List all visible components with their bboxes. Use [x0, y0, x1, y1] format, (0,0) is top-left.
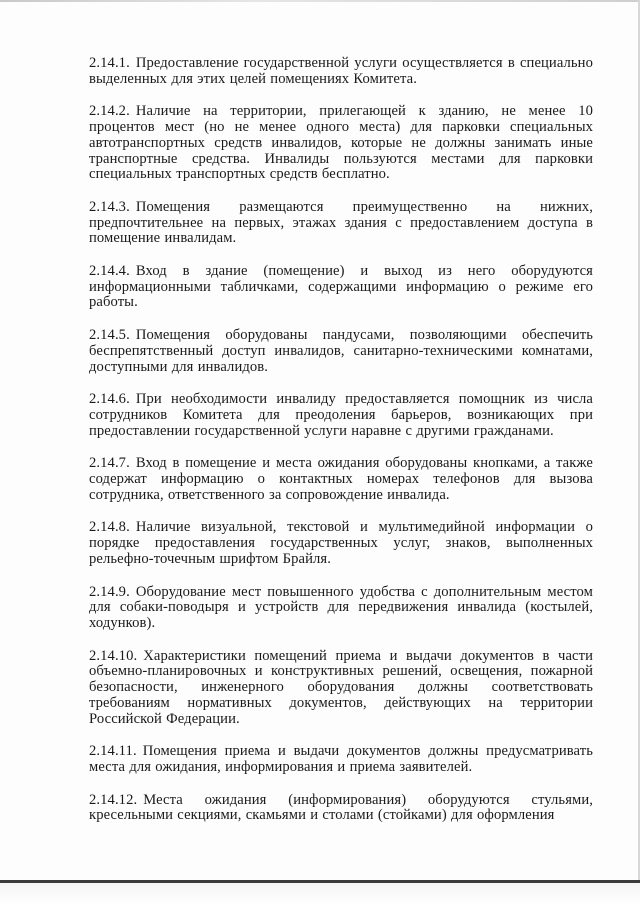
paragraph-number: 2.14.2. — [89, 103, 130, 120]
scan-edge-top — [0, 0, 640, 2]
paragraph-number: 2.14.4. — [89, 263, 130, 280]
paragraph-2-14-6 — [89, 392, 593, 439]
paragraph-number: 2.14.1. — [89, 55, 130, 71]
paragraph-2-14-11 — [89, 744, 593, 775]
paragraph-text: Помещения приема и выдачи документов должны предусматривать места для ожидания, информирования и приема заявителей. — [89, 743, 593, 775]
paragraph-text: Наличие на территории, прилегающей к зданию, не менее 10 процентов мест (но не менее одного места) для парковки специальных автотранспортных средств инвалидов, которые не должны занимать иные транспортные средства. Инвалиды пользуются местами для парковки специальных транспортных средств бесплатно. — [89, 103, 593, 183]
paragraph-text: Вход в помещение и места ожидания оборудованы кнопками, а также содержат информацию о контактных номерах телефонов для вызова сотрудника, ответственного за сопровождение инвалида. — [89, 455, 593, 503]
paragraph-text: Характеристики помещений приема и выдачи документов в части объемно-планировочных и конструктивных решений, освещения, пожарной безопасности, инженерного оборудования должны соответствовать требованиям нормативных документов, действующих на территории Российской Федерации. — [89, 647, 593, 727]
paragraph-2-14-2 — [89, 104, 593, 183]
paragraph-text: При необходимости инвалиду предоставляется помощник из числа сотрудников Комитета для преодоления барьеров, возникающих при предоставлении государственной услуги наравне с другими гражданами. — [89, 391, 593, 439]
paragraph-text: Места ожидания (информирования) оборудуются стульями, кресельными секциями, скамьями и столами (стойками) для оформления — [89, 791, 593, 824]
paragraph-2-14-12 — [89, 793, 593, 824]
paragraph-2-14-5 — [89, 328, 593, 375]
paragraph-number: 2.14.11. — [89, 743, 137, 760]
paragraph-2-14-10 — [89, 649, 593, 728]
document-body — [89, 56, 593, 841]
paragraph-number: 2.14.9. — [89, 583, 130, 600]
paragraph-text: Помещения оборудованы пандусами, позволяющими обеспечить беспрепятственный доступ инвалидов, санитарно-техническими комнатами, доступными для инвалидов. — [89, 327, 593, 375]
paragraph-number: 2.14.5. — [89, 327, 130, 344]
paragraph-2-14-8 — [89, 520, 593, 567]
paragraph-number: 2.14.8. — [89, 519, 130, 536]
paragraph-text: Помещения размещаются преимущественно на нижних, предпочтительнее на первых, этажах здания с предоставлением доступа в помещение инвалидам. — [89, 198, 593, 247]
paragraph-2-14-3 — [89, 200, 593, 247]
paragraph-number: 2.14.10. — [89, 647, 138, 664]
paragraph-text: Наличие визуальной, текстовой и мультимедийной информации о порядке предоставления государственных услуг, знаков, выполненных рельефно-точечным шрифтом Брайля. — [89, 519, 593, 567]
paragraph-number: 2.14.6. — [89, 391, 130, 408]
paragraph-number: 2.14.12. — [89, 791, 138, 808]
paragraph-text: Оборудование мест повышенного удобства с дополнительным местом для собаки-поводыря и устройств для передвижения инвалида (костылей, ходунков). — [89, 583, 593, 631]
scan-edge-bottom-margin — [0, 883, 640, 905]
paragraph-number: 2.14.3. — [89, 198, 130, 215]
paragraph-2-14-9 — [89, 585, 593, 632]
paragraph-2-14-7 — [89, 456, 593, 503]
paragraph-2-14-1 — [89, 56, 593, 87]
paragraph-text: Предоставление государственной услуги осуществляется в специально выделенных для этих целей помещениях Комитета. — [89, 55, 593, 87]
paragraph-number: 2.14.7. — [89, 455, 130, 472]
paragraph-text: Вход в здание (помещение) и выход из него оборудуются информационными табличками, содержащими информацию о режиме его работы. — [89, 263, 593, 311]
paragraph-2-14-4 — [89, 264, 593, 311]
